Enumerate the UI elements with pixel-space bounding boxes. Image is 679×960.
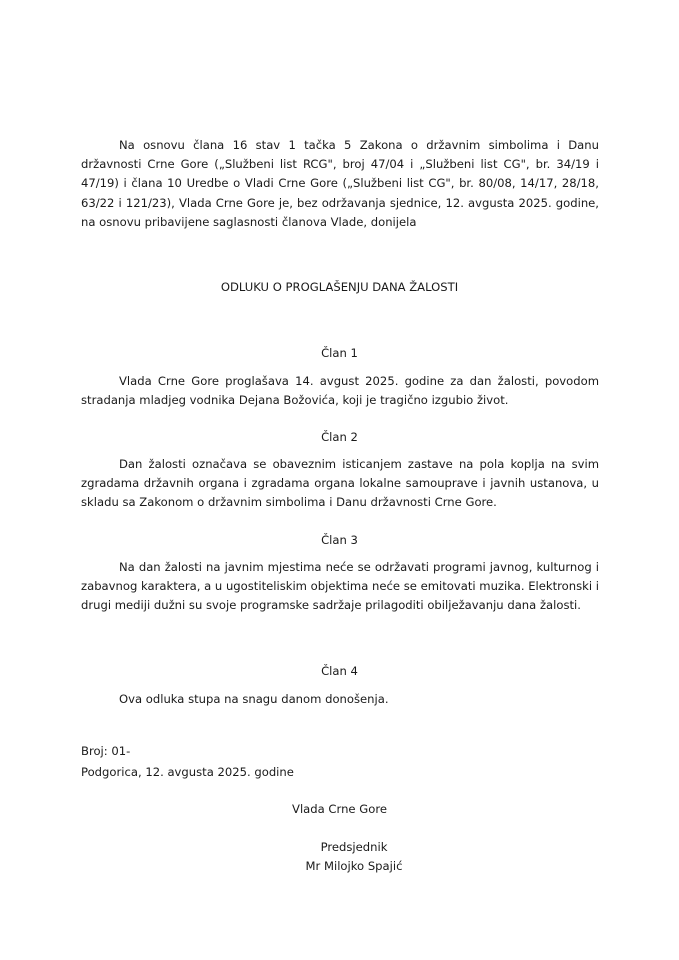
- article-1-heading: Član 1: [321, 346, 358, 360]
- article-4-text: Ova odluka stupa na snagu danom donošenja.: [119, 692, 389, 706]
- document-number: Broj: 01-: [81, 744, 131, 758]
- article-1-text: Vlada Crne Gore proglašava 14. avgust 2025. godine za dan žalosti, povodom stradanja mladjeg vodnika Dejana Božovića, koji je tragično izgubio život.: [81, 374, 599, 408]
- article-2-text: Dan žalosti označava se obaveznim isticanjem zastave na pola koplja na svim zgradama državnih organa i zgradama organa lokalne samouprave i javnih ustanova, u skladu sa Zakonom o državnim simbolima i Danu državnosti Crne Gore.: [81, 457, 599, 510]
- place-and-date: Podgorica, 12. avgusta 2025. godine: [81, 765, 294, 779]
- article-3-heading: Član 3: [321, 533, 358, 547]
- preamble-paragraph: Na osnovu člana 16 stav 1 tačka 5 Zakona o državnim simbolima i Danu državnosti Crne Gore („Službeni list RCG", broj 47/04 i „Službeni list CG", br. 34/19 i 47/19) i člana 10 Uredbe o Vladi Crne Gore („Službeni list CG", br. 80/08, 14/17, 28/18, 63/22 i 121/23), Vlada Crne Gore je, bez održavanja sjednice, 12. avgusta 2025. godine, na osnovu pribavijene saglasnosti članova Vlade, donijela: [81, 138, 599, 229]
- article-3-text: Na dan žalosti na javnim mjestima neće se održavati programi javnog, kulturnog i zabavnog karaktera, a u ugostiteliskim objektima neće se emitovati muzika. Elektronski i drugi mediji dužni su svoje programske sadržaje prilagoditi obilježavanju dana žalosti.: [81, 560, 599, 613]
- issuer-name: Vlada Crne Gore: [292, 802, 387, 816]
- signer-title: Predsjednik: [320, 840, 388, 854]
- article-4-heading: Član 4: [321, 664, 358, 678]
- decision-title: ODLUKU O PROGLAŠENJU DANA ŽALOSTI: [220, 280, 459, 294]
- article-2-heading: Član 2: [321, 430, 358, 444]
- signer-name: Mr Milojko Spajić: [305, 859, 403, 873]
